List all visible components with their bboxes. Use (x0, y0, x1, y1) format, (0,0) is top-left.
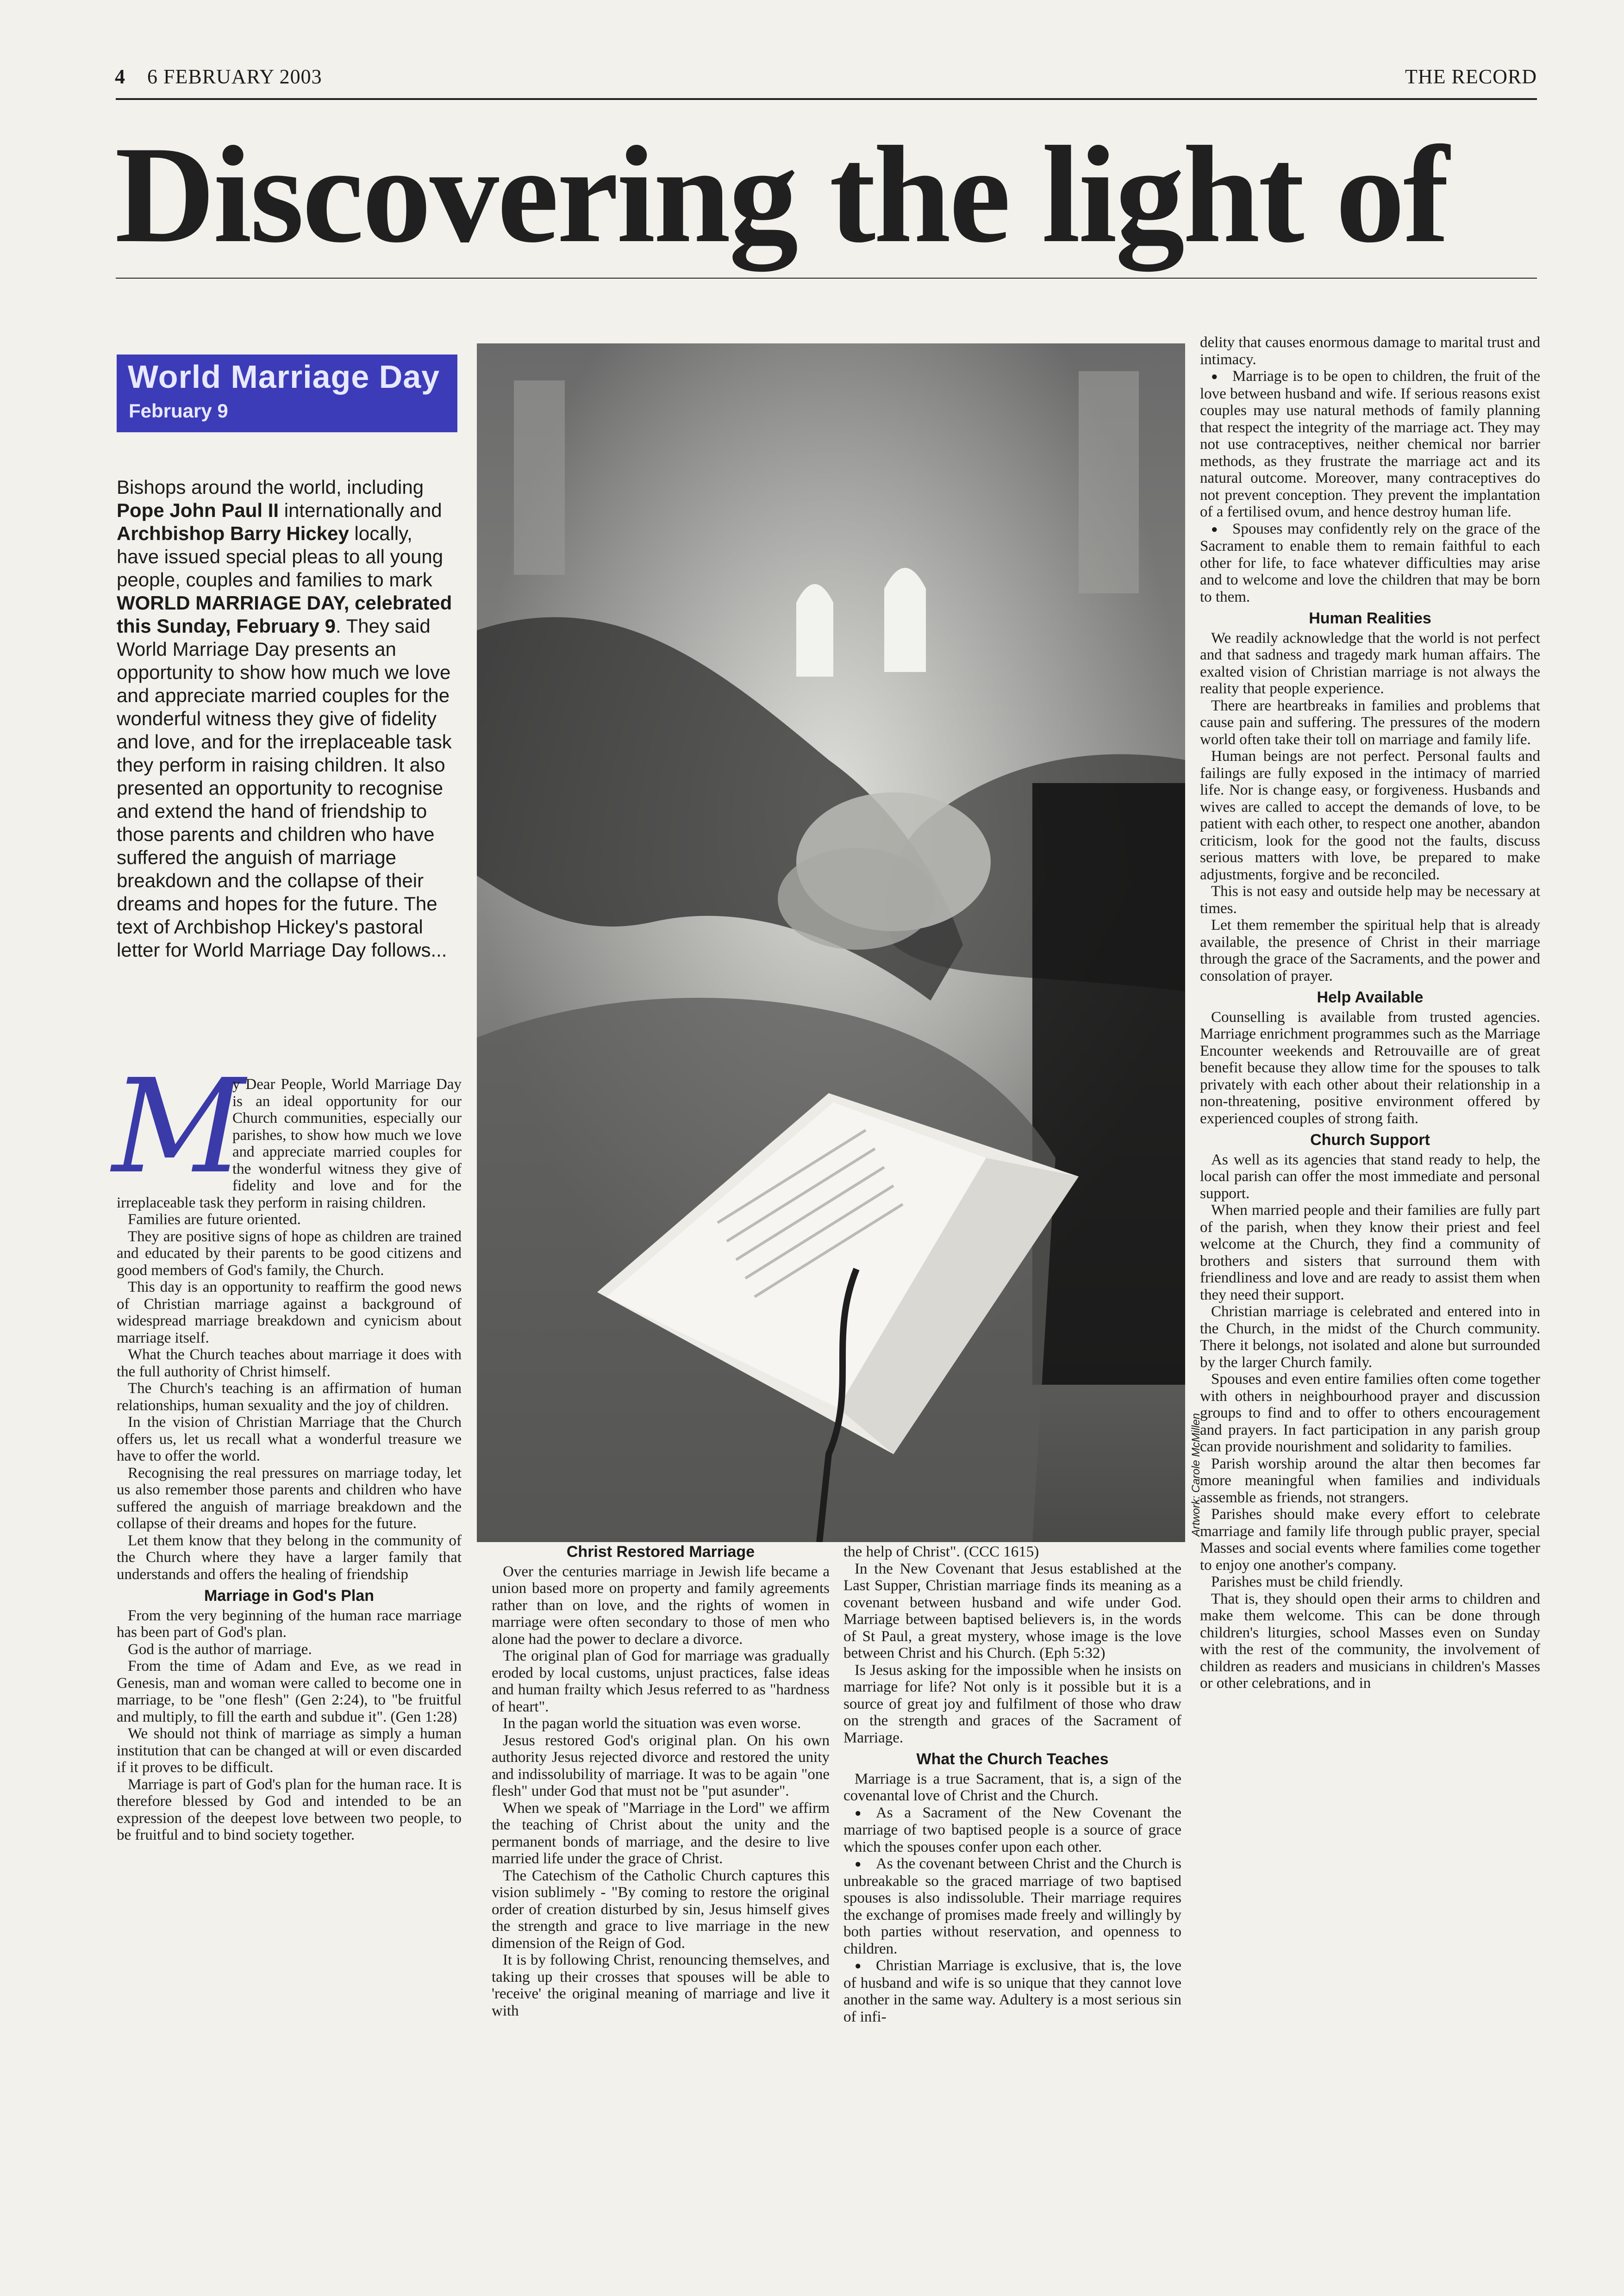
section-heading: Human Realities (1309, 610, 1431, 627)
paragraph: We should not think of marriage as simply a human institution that can be changed at will or even discarded if it proves to be difficult. (117, 1725, 462, 1776)
headline: Discovering the light of (115, 118, 1448, 271)
bullet-list (843, 1804, 1181, 2026)
paragraph: The original plan of God for marriage was gradually eroded by local customs, unjust practices, false ideas and human frailty which Jesus referred to as "hardness of heart". (492, 1648, 830, 1715)
world-marriage-day-banner (117, 355, 457, 432)
paragraph: There are heartbreaks in families and problems that cause pain and suffering. The pressures of the modern world often take their toll on marriage and family life. (1200, 697, 1540, 748)
paragraph: That is, they should open their arms to children and make them welcome. This can be done through children's liturgies, school Masses even on Sunday with the rest of the community, the involvement of children as readers and musicians in children's Masses or other celebrations, and in (1200, 1590, 1540, 1692)
paragraph: Marriage is part of God's plan for the human race. It is therefore blessed by God and intended to be an expression of the deepest love between two people, to be fruitful and to bind society together. (117, 1776, 462, 1843)
paragraph: When we speak of "Marriage in the Lord" we affirm the teaching of Christ about the unity and the permanent bonds of marriage, and the desire to live married life under the grace of Christ. (492, 1799, 830, 1867)
section-heading: Christ Restored Marriage (566, 1543, 755, 1561)
bullet-list (1200, 368, 1540, 605)
banner-date: February 9 (129, 400, 228, 422)
paragraph: As well as its agencies that stand ready to help, the local parish can offer the most immediate and personal support. (1200, 1151, 1540, 1202)
header-rule (116, 98, 1537, 100)
article-column-3 (843, 1543, 1181, 2025)
article-column-1 (112, 1052, 462, 1844)
bullet-item: ● Marriage is to be open to children, the fruit of the love between husband and wife. If serious reasons exist couples may use natural methods of family planning that respect the integrity of the marriage act. They may not use contraceptives, neither chemical nor barrier methods, as they frustrate the marriage act and its natural outcome. Moreover, many contraceptives do not prevent conception. They prevent the implantation of a fertilised ovum, and hence destroy human life. (1200, 368, 1540, 521)
paragraph: Families are future oriented. (128, 1211, 301, 1228)
paragraph: In the pagan world the situation was even worse. (503, 1715, 801, 1732)
paragraph: From the very beginning of the human race marriage has been part of God's plan. (117, 1607, 462, 1641)
paragraph: Let them know that they belong in the community of the Church where they have a larger family that understands and offers the healing of friendship (117, 1532, 462, 1583)
article-column-2 (492, 1543, 830, 2019)
drop-cap: M (112, 1052, 245, 1202)
issue-date: 6 FEBRUARY 2003 (147, 65, 322, 88)
section-heading: Marriage in God's Plan (204, 1587, 375, 1605)
paragraph: Spouses and even entire families often come together with others in neighbourhood prayer and discussion groups to find and to offer to others encouragement and prayers. In fact participation in any parish group can provide nourishment and solidarity to families. (1200, 1371, 1540, 1455)
bullet-item: ● As the covenant between Christ and the Church is unbreakable so the graced marriage of two baptised spouses is also indissoluble. Their marriage requires the exchange of promises made freely and willingly by both parties without reservation, and openness to children. (843, 1855, 1181, 1957)
photo-illustration (477, 343, 1185, 1542)
paragraph: delity that causes enormous damage to marital trust and intimacy. (1200, 334, 1540, 368)
paragraph: This is not easy and outside help may be necessary at times. (1200, 883, 1540, 917)
paragraph: y Dear People, World Marriage Day is an ideal opportunity for our Church communities, especially our parishes, to show how much we love and appreciate married couples for the wonderful witness they give of fidelity and love and for the irreplaceable task they perform in raising children. (117, 1076, 462, 1211)
paragraph: Jesus restored God's original plan. On his own authority Jesus rejected divorce and restored the unity and indissolubility of marriage. It was to be again "one flesh" under God that must not be "put asunder". (492, 1732, 830, 1799)
paragraph: Parishes should make every effort to celebrate marriage and family life through public prayer, special Masses and social events where families come together to enjoy one another's company. (1200, 1506, 1540, 1574)
paragraph: Marriage is a true Sacrament, that is, a sign of the covenantal love of Christ and the Church. (843, 1770, 1181, 1804)
publication-name: THE RECORD (1405, 65, 1537, 88)
paragraph: From the time of Adam and Eve, as we read in Genesis, man and woman were called to become one in marriage, to be "one flesh" (Gen 2:24), to "be fruitful and multiply, to fill the earth and subdue it". (Gen 1:28) (117, 1658, 462, 1725)
paragraph: Human beings are not perfect. Personal faults and failings are fully exposed in the intimacy of married life. Nor is change easy, or forgiveness. Husbands and wives are called to accept the demands of love, to be patient with each other, to respect one another, abandon criticism, look for the good not the faults, discuss serious matters with love, be prepared to make adjustments, forgive and be reconciled. (1200, 748, 1540, 883)
paragraph: Is Jesus asking for the impossible when he insists on marriage for life? Not only is it possible but it is a source of great joy and fulfilment of those who draw on the strength and graces of the Sacrament of Marriage. (843, 1661, 1181, 1746)
intro-text: Bishops around the world, including Pope John Paul II internationally and Archbishop Barry Hickey locally, have issued special pleas to all young people, couples and families to mark WORLD MARRIAGE DAY, celebrated this Sunday, February 9. They said World Marriage Day presents an opportunity to show how much we love and appreciate married couples for the wonderful witness they give of fidelity and love, and for the irreplaceable task they perform in raising children. It also presented an opportunity to recognise and extend the hand of friendship to those parents and children who have suffered the anguish of marriage breakdown and the collapse of their dreams and hopes for the future. The text of Archbishop Hickey's pastoral letter for World Marriage Day follows... (117, 476, 452, 961)
article-column-4 (1200, 334, 1540, 1692)
paragraph: Christian marriage is celebrated and entered into in the Church, in the midst of the Church community. There it belongs, not isolated and alone but surrounded by the larger Church family. (1200, 1303, 1540, 1371)
paragraph: In the New Covenant that Jesus established at the Last Supper, Christian marriage finds its meaning as a covenant between husband and wife under God. Marriage between baptised believers is, in the words of St Paul, a great mystery, whose image is the love between Christ and his Church. (Eph 5:32) (843, 1560, 1181, 1661)
paragraph: Let them remember the spiritual help that is already available, the presence of Christ in their marriage through the grace of the Sacraments, and the power and consolation of prayer. (1200, 917, 1540, 984)
paragraph: The Church's teaching is an affirmation of human relationships, human sexuality and the joy of children. (117, 1380, 462, 1414)
paragraph: Parish worship around the altar then becomes far more meaningful when families and individuals assemble as friends, not strangers. (1200, 1455, 1540, 1506)
photo-credit: Artwork: Carole McMillen (1190, 1413, 1202, 1537)
paragraph: Over the centuries marriage in Jewish life became a union based more on property and family agreements rather than on love, and the rights of women in marriage were often secondary to those of men who alone had the power to declare a divorce. (492, 1563, 830, 1648)
paragraph: Recognising the real pressures on marriage today, let us also remember those parents and children who have suffered the anguish of marriage breakdown and the collapse of their dreams and hopes for the future. (117, 1464, 462, 1532)
headline-rule (116, 278, 1537, 279)
page-number: 4 (115, 65, 125, 88)
paragraph: It is by following Christ, renouncing themselves, and taking up their crosses that spouses will be able to 'receive' the original meaning of marriage and live it with (492, 1952, 830, 2019)
section-heading: Help Available (1317, 989, 1424, 1006)
paragraph: Parishes must be child friendly. (1211, 1574, 1403, 1590)
paragraph: What the Church teaches about marriage it does with the full authority of Christ himself. (117, 1346, 462, 1380)
bullet-item: ● Christian Marriage is exclusive, that is, the love of husband and wife is so unique that they cannot love another in the same way. Adultery is a most serious sin of infi- (843, 1957, 1181, 2025)
paragraph: When married people and their families are fully part of the parish, when they know their priest and feel welcome at the Church, they find a community of brothers and sisters that surround them with friendliness and love and are ready to assist them when they need their support. (1200, 1202, 1540, 1303)
hands-and-bible-photo (477, 343, 1185, 1542)
bullet-item: ● Spouses may confidently rely on the grace of the Sacrament to enable them to remain faithful to each other for life, to face whatever difficulties may arise and to welcome and love the children that may be born to them. (1200, 521, 1540, 606)
paragraph: God is the author of marriage. (128, 1641, 312, 1658)
banner-title: World Marriage Day (128, 359, 440, 395)
paragraph: In the vision of Christian Marriage that the Church offers us, let us recall what a wonderful treasure we have to offer the world. (117, 1414, 462, 1464)
paragraph: They are positive signs of hope as children are trained and educated by their parents to be good citizens and good members of God's family, the Church. (117, 1228, 462, 1279)
paragraph: the help of Christ". (CCC 1615) (843, 1543, 1039, 1560)
section-heading: Church Support (1310, 1131, 1430, 1149)
bullet-item: ● As a Sacrament of the New Covenant the marriage of two baptised people is a source of grace which the spouses confer upon each other. (843, 1804, 1181, 1856)
paragraph: Counselling is available from trusted agencies. Marriage enrichment programmes such as the Marriage Encounter weekends and Retrouvaille are of great benefit because they allow time for the spouses to talk privately with each other about their relationship in a non-threatening, positive environment offered by experienced couples of strong faith. (1200, 1008, 1540, 1127)
paragraph: We readily acknowledge that the world is not perfect and that sadness and tragedy mark human affairs. The exalted vision of Christian marriage is not always the reality that people experience. (1200, 629, 1540, 697)
paragraph: This day is an opportunity to reaffirm the good news of Christian marriage against a background of widespread marriage breakdown and cynicism about marriage itself. (117, 1279, 462, 1346)
paragraph: The Catechism of the Catholic Church captures this vision sublimely - "By coming to restore the original order of creation disturbed by sin, Jesus himself gives the strength and grace to live marriage in the new dimension of the Reign of God. (492, 1867, 830, 1952)
section-heading: What the Church Teaches (916, 1750, 1109, 1768)
